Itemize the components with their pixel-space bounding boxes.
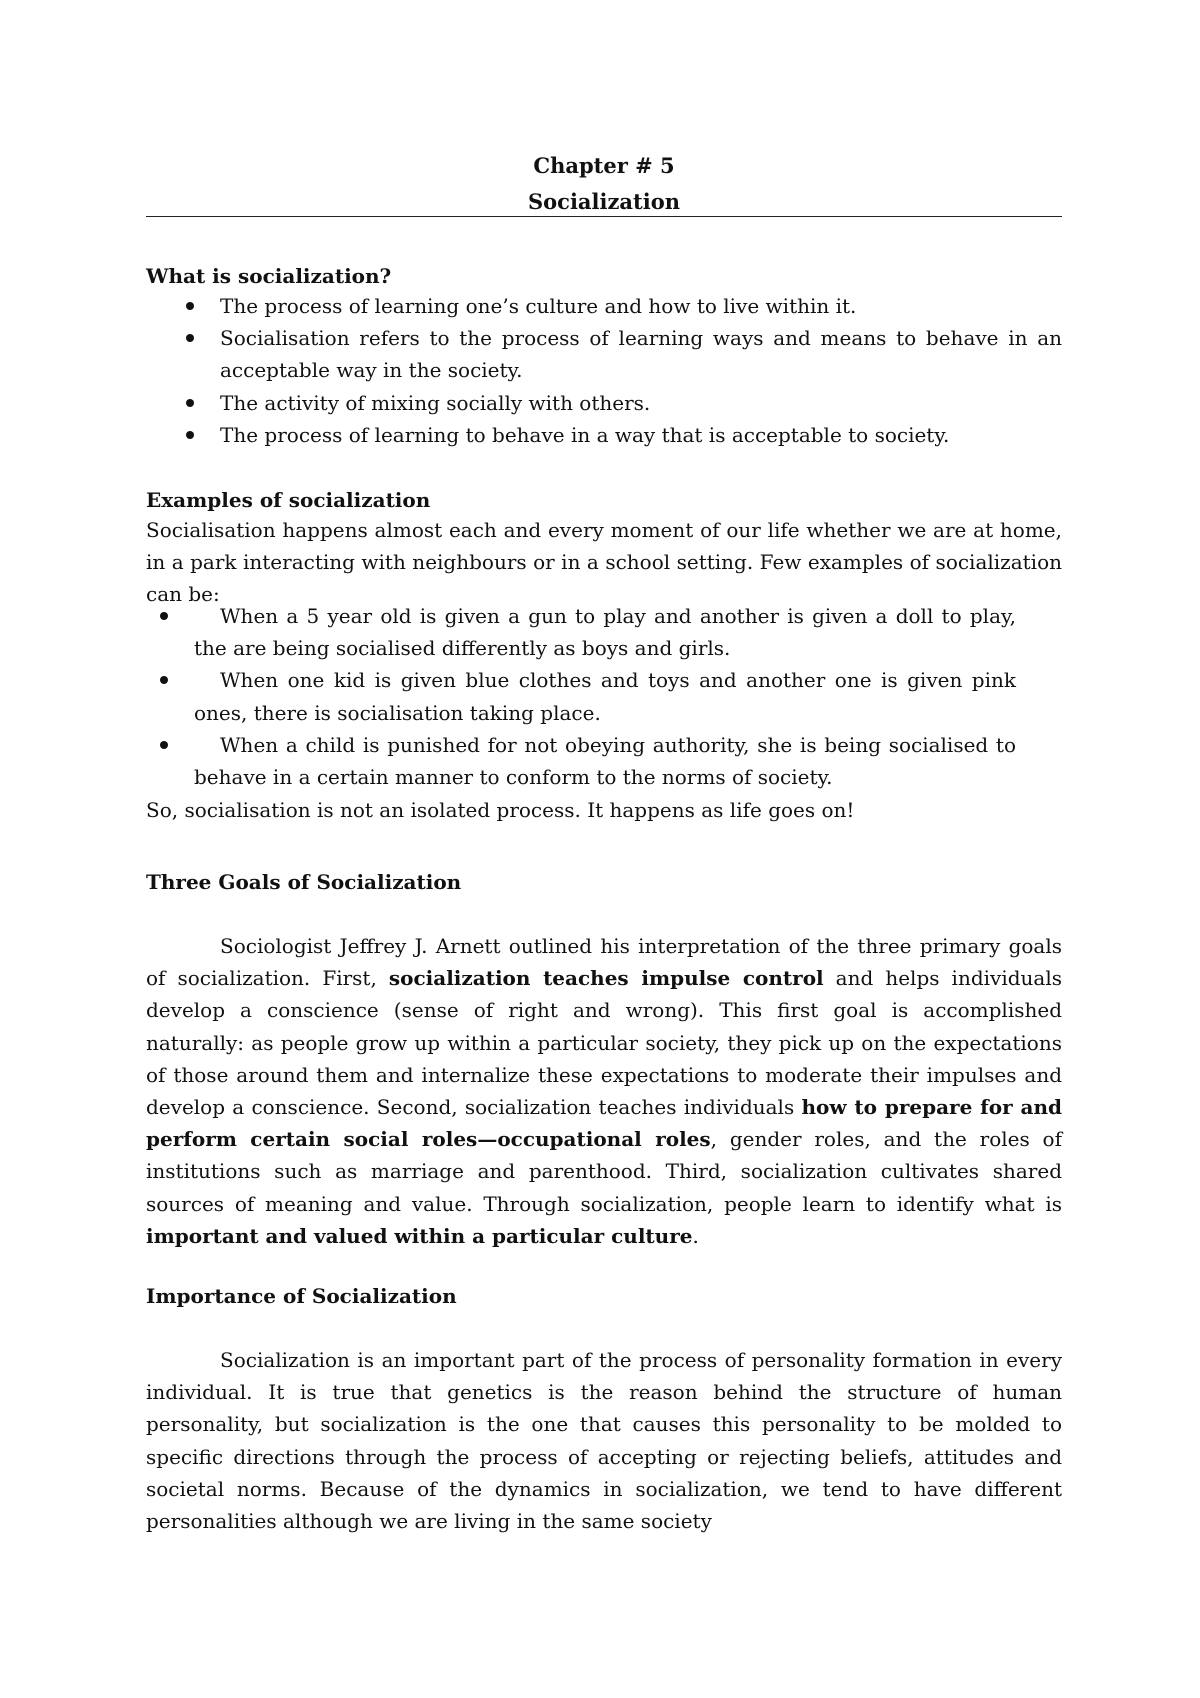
- list-item: The process of learning to behave in a way that is acceptable to society.: [146, 419, 1062, 451]
- bullet-icon: [186, 334, 194, 342]
- list-item: The process of learning one’s culture and how to live within it.: [146, 290, 1062, 322]
- bullet-icon: [186, 302, 194, 310]
- heading-rule: [146, 216, 1062, 217]
- examples-closing: So, socialisation is not an isolated process. It happens as life goes on!: [146, 798, 855, 822]
- goal-one-emphasis: socialization teaches impulse control: [388, 966, 824, 991]
- section-heading-what-is: What is socialization?: [146, 264, 392, 288]
- list-item: When a child is punished for not obeying authority, she is being socialised to behave in a certain manner to conform to the norms of society.: [146, 729, 1016, 793]
- list-item: When a 5 year old is given a gun to play and another is given a doll to play, the are being socialised differently as boys and girls.: [146, 600, 1016, 664]
- section-heading-importance: Importance of Socialization: [146, 1284, 457, 1308]
- bullet-icon: [160, 612, 168, 620]
- examples-intro: Socialisation happens almost each and every moment of our life whether we are at home, in a park interacting with neighbours or in a school setting. Few examples of socialization can be:: [146, 518, 1062, 607]
- bullet-icon: [186, 399, 194, 407]
- bullet-icon: [160, 741, 168, 749]
- what-is-list: [146, 290, 1062, 451]
- chapter-heading: [146, 148, 1062, 220]
- goal-three-emphasis: important and valued within a particular culture: [146, 1223, 693, 1248]
- bullet-icon: [160, 676, 168, 684]
- list-item: Socialisation refers to the process of learning ways and means to behave in an acceptable way in the society.: [146, 322, 1062, 386]
- examples-list: [146, 600, 1016, 793]
- chapter-number: Chapter # 5: [533, 153, 675, 178]
- list-item: The activity of mixing socially with others.: [146, 387, 1062, 419]
- list-item: When one kid is given blue clothes and toys and another one is given pink ones, there is socialisation taking place.: [146, 664, 1016, 728]
- importance-paragraph: Socialization is an important part of the process of personality formation in every individual. It is true that genetics is the reason behind the structure of human personality, but socialization is the one that causes this personality to be molded to specific directions through the process of accepting or rejecting beliefs, attitudes and societal norms. Because of the dynamics in socialization, we tend to have different personalities although we are living in the same society: [146, 1348, 1062, 1534]
- bullet-icon: [186, 431, 194, 439]
- goals-paragraph: Sociologist Jeffrey J. Arnett outlined his interpretation of the three primary goals of socialization. First, socialization teaches impulse control and helps individuals develop a conscience (sense of right and wrong). This first goal is accomplished naturally: as people grow up within a particular society, they pick up on the expectations of those around them and internalize these expectations to moderate their impulses and develop a conscience. Second, socialization teaches individuals how to prepare for and perform certain social roles—occupational roles, gender roles, and the roles of institutions such as marriage and parenthood. Third, socialization cultivates shared sources of meaning and value. Through socialization, people learn to identify what is important and valued within a particular culture.: [146, 934, 1062, 1248]
- chapter-title: Socialization: [528, 189, 680, 214]
- section-heading-examples: Examples of socialization: [146, 488, 431, 512]
- goal-two-emphasis: how to prepare for and perform certain social roles—occupational roles: [146, 1095, 1062, 1152]
- section-heading-goals: Three Goals of Socialization: [146, 870, 462, 894]
